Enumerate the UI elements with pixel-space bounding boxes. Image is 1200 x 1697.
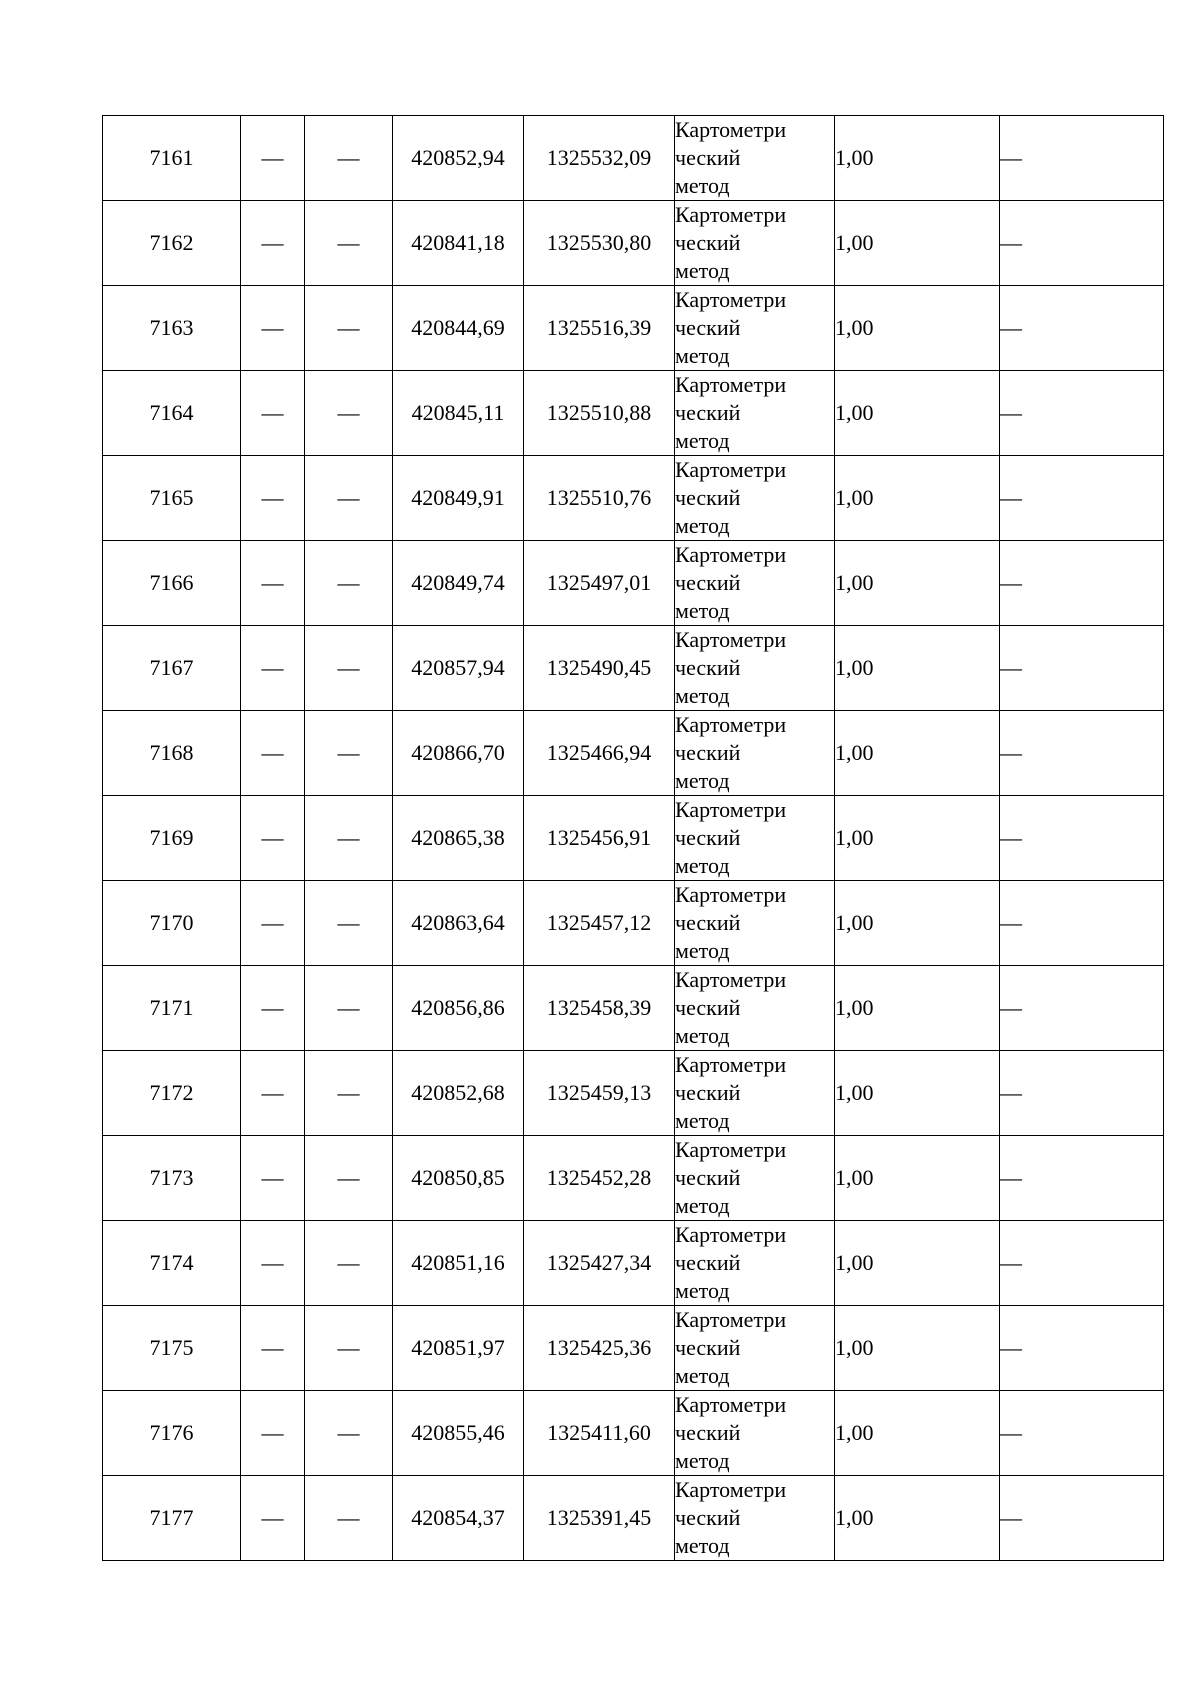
empty-value-text: —: [337, 825, 360, 850]
x-coordinate-cell: [393, 1391, 524, 1476]
precision-cell: [835, 116, 1000, 201]
description-cell: [1000, 1391, 1164, 1476]
x-coordinate-cell: [393, 456, 524, 541]
point-number-text: 7167: [149, 655, 194, 680]
y-coordinate-text: 1325530,80: [546, 230, 652, 255]
point-number-text: 7168: [149, 740, 194, 765]
empty-value-cell: [241, 626, 305, 711]
empty-value-text: —: [261, 995, 284, 1020]
table-row: [103, 881, 1164, 966]
description-text: —: [1000, 1505, 1022, 1530]
table-row: [103, 1476, 1164, 1561]
description-cell: [1000, 881, 1164, 966]
empty-value-text: —: [337, 1080, 360, 1105]
precision-text: 1,00: [835, 400, 874, 425]
method-cell: [675, 541, 835, 626]
description-cell: [1000, 541, 1164, 626]
empty-value-cell: [305, 881, 393, 966]
x-coordinate-cell: [393, 796, 524, 881]
method-text: Картометри ческий метод: [675, 1222, 787, 1303]
y-coordinate-cell: [524, 881, 675, 966]
point-number-text: 7174: [149, 1250, 194, 1275]
point-number-text: 7175: [149, 1335, 194, 1360]
precision-text: 1,00: [835, 825, 874, 850]
point-number-text: 7169: [149, 825, 194, 850]
x-coordinate-text: 420851,16: [411, 1250, 505, 1275]
point-number-text: 7170: [149, 910, 194, 935]
description-text: —: [1000, 315, 1022, 340]
description-cell: [1000, 1221, 1164, 1306]
precision-text: 1,00: [835, 910, 874, 935]
description-cell: [1000, 796, 1164, 881]
method-cell: [675, 1306, 835, 1391]
point-number-cell: [103, 796, 241, 881]
x-coordinate-text: 420863,64: [411, 910, 505, 935]
method-cell: [675, 286, 835, 371]
method-text: Картометри ческий метод: [675, 797, 787, 878]
table-row: [103, 1306, 1164, 1391]
x-coordinate-cell: [393, 1136, 524, 1221]
point-number-text: 7161: [149, 145, 194, 170]
empty-value-cell: [305, 456, 393, 541]
precision-text: 1,00: [835, 1335, 874, 1360]
y-coordinate-cell: [524, 796, 675, 881]
table-row: [103, 456, 1164, 541]
empty-value-text: —: [337, 230, 360, 255]
x-coordinate-cell: [393, 711, 524, 796]
precision-cell: [835, 371, 1000, 456]
empty-value-cell: [305, 796, 393, 881]
point-number-text: 7166: [149, 570, 194, 595]
description-text: —: [1000, 825, 1022, 850]
point-number-cell: [103, 456, 241, 541]
method-text: Картометри ческий метод: [675, 117, 787, 198]
table-row: [103, 626, 1164, 711]
method-text: Картометри ческий метод: [675, 627, 787, 708]
empty-value-text: —: [261, 825, 284, 850]
method-cell: [675, 626, 835, 711]
description-text: —: [1000, 230, 1022, 255]
description-cell: [1000, 286, 1164, 371]
method-text: Картометри ческий метод: [675, 542, 787, 623]
y-coordinate-cell: [524, 371, 675, 456]
method-text: Картометри ческий метод: [675, 1392, 787, 1473]
method-cell: [675, 1136, 835, 1221]
y-coordinate-cell: [524, 1476, 675, 1561]
empty-value-cell: [305, 711, 393, 796]
x-coordinate-cell: [393, 1476, 524, 1561]
x-coordinate-text: 420855,46: [411, 1420, 505, 1445]
precision-cell: [835, 881, 1000, 966]
y-coordinate-text: 1325516,39: [546, 315, 652, 340]
x-coordinate-text: 420857,94: [411, 655, 505, 680]
empty-value-cell: [241, 541, 305, 626]
y-coordinate-cell: [524, 1136, 675, 1221]
y-coordinate-text: 1325452,28: [546, 1165, 652, 1190]
y-coordinate-cell: [524, 626, 675, 711]
table-row: [103, 286, 1164, 371]
point-number-cell: [103, 881, 241, 966]
method-text: Картометри ческий метод: [675, 882, 787, 963]
empty-value-cell: [305, 966, 393, 1051]
empty-value-cell: [241, 966, 305, 1051]
method-text: Картометри ческий метод: [675, 1307, 787, 1388]
point-number-text: 7171: [149, 995, 194, 1020]
x-coordinate-cell: [393, 201, 524, 286]
y-coordinate-text: 1325427,34: [546, 1250, 652, 1275]
method-text: Картометри ческий метод: [675, 457, 787, 538]
point-number-text: 7172: [149, 1080, 194, 1105]
precision-text: 1,00: [835, 995, 874, 1020]
point-number-text: 7173: [149, 1165, 194, 1190]
y-coordinate-text: 1325391,45: [546, 1505, 652, 1530]
empty-value-cell: [241, 201, 305, 286]
y-coordinate-text: 1325457,12: [546, 910, 652, 935]
precision-cell: [835, 1476, 1000, 1561]
precision-cell: [835, 1051, 1000, 1136]
x-coordinate-text: 420851,97: [411, 1335, 505, 1360]
empty-value-text: —: [261, 1165, 284, 1190]
coordinates-table: [102, 115, 1164, 1561]
point-number-cell: [103, 1221, 241, 1306]
method-cell: [675, 1391, 835, 1476]
description-text: —: [1000, 145, 1022, 170]
method-cell: [675, 796, 835, 881]
description-text: —: [1000, 1080, 1022, 1105]
point-number-cell: [103, 1051, 241, 1136]
precision-text: 1,00: [835, 570, 874, 595]
empty-value-cell: [305, 1306, 393, 1391]
description-cell: [1000, 1306, 1164, 1391]
description-text: —: [1000, 655, 1022, 680]
description-cell: [1000, 1476, 1164, 1561]
precision-text: 1,00: [835, 230, 874, 255]
y-coordinate-text: 1325466,94: [546, 740, 652, 765]
precision-text: 1,00: [835, 1165, 874, 1190]
empty-value-cell: [305, 1051, 393, 1136]
point-number-text: 7163: [149, 315, 194, 340]
empty-value-text: —: [337, 1505, 360, 1530]
table-row: [103, 966, 1164, 1051]
precision-text: 1,00: [835, 1505, 874, 1530]
point-number-cell: [103, 371, 241, 456]
precision-cell: [835, 1221, 1000, 1306]
empty-value-text: —: [261, 230, 284, 255]
x-coordinate-text: 420866,70: [411, 740, 505, 765]
method-text: Картометри ческий метод: [675, 1052, 787, 1133]
y-coordinate-cell: [524, 966, 675, 1051]
empty-value-cell: [305, 626, 393, 711]
description-cell: [1000, 456, 1164, 541]
description-text: —: [1000, 570, 1022, 595]
empty-value-text: —: [337, 910, 360, 935]
empty-value-cell: [241, 1391, 305, 1476]
empty-value-text: —: [261, 485, 284, 510]
point-number-cell: [103, 1391, 241, 1476]
precision-cell: [835, 966, 1000, 1051]
y-coordinate-cell: [524, 711, 675, 796]
precision-cell: [835, 1391, 1000, 1476]
description-cell: [1000, 201, 1164, 286]
empty-value-text: —: [337, 655, 360, 680]
x-coordinate-text: 420845,11: [411, 400, 505, 425]
empty-value-cell: [305, 201, 393, 286]
description-text: —: [1000, 1165, 1022, 1190]
point-number-cell: [103, 116, 241, 201]
point-number-cell: [103, 711, 241, 796]
y-coordinate-text: 1325510,76: [546, 485, 652, 510]
method-cell: [675, 201, 835, 286]
method-text: Картометри ческий метод: [675, 287, 787, 368]
y-coordinate-cell: [524, 1221, 675, 1306]
description-text: —: [1000, 400, 1022, 425]
precision-cell: [835, 796, 1000, 881]
description-text: —: [1000, 1420, 1022, 1445]
empty-value-cell: [241, 1306, 305, 1391]
empty-value-text: —: [337, 1335, 360, 1360]
description-cell: [1000, 1136, 1164, 1221]
empty-value-text: —: [337, 995, 360, 1020]
description-text: —: [1000, 485, 1022, 510]
x-coordinate-text: 420854,37: [411, 1505, 505, 1530]
x-coordinate-cell: [393, 371, 524, 456]
method-text: Картометри ческий метод: [675, 202, 787, 283]
y-coordinate-cell: [524, 541, 675, 626]
method-cell: [675, 371, 835, 456]
empty-value-cell: [305, 1136, 393, 1221]
method-text: Картометри ческий метод: [675, 1477, 787, 1558]
empty-value-cell: [241, 881, 305, 966]
y-coordinate-text: 1325425,36: [546, 1335, 652, 1360]
y-coordinate-text: 1325411,60: [547, 1420, 651, 1445]
description-cell: [1000, 966, 1164, 1051]
precision-cell: [835, 541, 1000, 626]
method-cell: [675, 966, 835, 1051]
table-row: [103, 201, 1164, 286]
precision-text: 1,00: [835, 485, 874, 510]
description-cell: [1000, 711, 1164, 796]
y-coordinate-text: 1325458,39: [546, 995, 652, 1020]
method-cell: [675, 1221, 835, 1306]
description-cell: [1000, 626, 1164, 711]
method-cell: [675, 881, 835, 966]
table-body: [103, 116, 1164, 1561]
description-cell: [1000, 1051, 1164, 1136]
y-coordinate-cell: [524, 1306, 675, 1391]
precision-cell: [835, 456, 1000, 541]
empty-value-cell: [305, 371, 393, 456]
y-coordinate-cell: [524, 456, 675, 541]
empty-value-cell: [241, 1476, 305, 1561]
point-number-text: 7177: [149, 1505, 194, 1530]
empty-value-cell: [305, 1476, 393, 1561]
table-row: [103, 541, 1164, 626]
x-coordinate-cell: [393, 881, 524, 966]
x-coordinate-text: 420850,85: [411, 1165, 505, 1190]
empty-value-cell: [241, 116, 305, 201]
empty-value-text: —: [337, 315, 360, 340]
method-cell: [675, 116, 835, 201]
x-coordinate-text: 420844,69: [411, 315, 505, 340]
x-coordinate-text: 420852,68: [411, 1080, 505, 1105]
precision-cell: [835, 711, 1000, 796]
empty-value-text: —: [261, 740, 284, 765]
y-coordinate-cell: [524, 116, 675, 201]
point-number-text: 7176: [149, 1420, 194, 1445]
empty-value-text: —: [261, 910, 284, 935]
table-row: [103, 371, 1164, 456]
empty-value-cell: [305, 1391, 393, 1476]
table-row: [103, 1051, 1164, 1136]
table-row: [103, 711, 1164, 796]
empty-value-text: —: [337, 570, 360, 595]
description-text: —: [1000, 1335, 1022, 1360]
method-cell: [675, 1051, 835, 1136]
description-text: —: [1000, 910, 1022, 935]
precision-cell: [835, 626, 1000, 711]
table-row: [103, 116, 1164, 201]
x-coordinate-cell: [393, 1306, 524, 1391]
empty-value-cell: [305, 1221, 393, 1306]
y-coordinate-cell: [524, 1051, 675, 1136]
precision-cell: [835, 286, 1000, 371]
method-text: Картометри ческий метод: [675, 967, 787, 1048]
empty-value-text: —: [261, 1250, 284, 1275]
empty-value-text: —: [337, 400, 360, 425]
x-coordinate-cell: [393, 116, 524, 201]
empty-value-cell: [241, 1051, 305, 1136]
x-coordinate-text: 420852,94: [411, 145, 505, 170]
precision-text: 1,00: [835, 1420, 874, 1445]
empty-value-text: —: [261, 1080, 284, 1105]
precision-cell: [835, 1136, 1000, 1221]
method-text: Картометри ческий метод: [675, 372, 787, 453]
y-coordinate-text: 1325456,91: [546, 825, 652, 850]
empty-value-text: —: [337, 1420, 360, 1445]
y-coordinate-text: 1325532,09: [546, 145, 652, 170]
table-row: [103, 796, 1164, 881]
empty-value-text: —: [261, 655, 284, 680]
empty-value-text: —: [261, 570, 284, 595]
empty-value-text: —: [337, 740, 360, 765]
empty-value-text: —: [261, 1335, 284, 1360]
point-number-cell: [103, 966, 241, 1051]
y-coordinate-text: 1325510,88: [546, 400, 652, 425]
empty-value-cell: [241, 796, 305, 881]
method-text: Картометри ческий метод: [675, 1137, 787, 1218]
x-coordinate-cell: [393, 286, 524, 371]
empty-value-text: —: [337, 145, 360, 170]
method-cell: [675, 456, 835, 541]
empty-value-cell: [241, 456, 305, 541]
empty-value-text: —: [261, 1505, 284, 1530]
precision-cell: [835, 1306, 1000, 1391]
precision-text: 1,00: [835, 315, 874, 340]
x-coordinate-cell: [393, 1221, 524, 1306]
empty-value-cell: [241, 286, 305, 371]
description-text: —: [1000, 740, 1022, 765]
point-number-text: 7162: [149, 230, 194, 255]
empty-value-text: —: [337, 1165, 360, 1190]
point-number-text: 7165: [149, 485, 194, 510]
point-number-cell: [103, 541, 241, 626]
empty-value-cell: [241, 1221, 305, 1306]
point-number-cell: [103, 1136, 241, 1221]
precision-text: 1,00: [835, 145, 874, 170]
empty-value-text: —: [261, 145, 284, 170]
y-coordinate-text: 1325497,01: [546, 570, 652, 595]
y-coordinate-cell: [524, 1391, 675, 1476]
empty-value-cell: [241, 1136, 305, 1221]
table-row: [103, 1391, 1164, 1476]
y-coordinate-text: 1325459,13: [546, 1080, 652, 1105]
method-text: Картометри ческий метод: [675, 712, 787, 793]
x-coordinate-text: 420856,86: [411, 995, 505, 1020]
x-coordinate-cell: [393, 966, 524, 1051]
x-coordinate-text: 420841,18: [411, 230, 505, 255]
description-text: —: [1000, 995, 1022, 1020]
precision-text: 1,00: [835, 1250, 874, 1275]
x-coordinate-text: 420849,74: [411, 570, 505, 595]
x-coordinate-cell: [393, 541, 524, 626]
table-row: [103, 1136, 1164, 1221]
x-coordinate-cell: [393, 1051, 524, 1136]
x-coordinate-text: 420849,91: [411, 485, 505, 510]
point-number-cell: [103, 286, 241, 371]
table-row: [103, 1221, 1164, 1306]
description-cell: [1000, 116, 1164, 201]
description-cell: [1000, 371, 1164, 456]
y-coordinate-text: 1325490,45: [546, 655, 652, 680]
y-coordinate-cell: [524, 201, 675, 286]
empty-value-text: —: [337, 1250, 360, 1275]
point-number-cell: [103, 626, 241, 711]
empty-value-text: —: [261, 1420, 284, 1445]
empty-value-text: —: [261, 400, 284, 425]
y-coordinate-cell: [524, 286, 675, 371]
x-coordinate-text: 420865,38: [411, 825, 505, 850]
point-number-cell: [103, 1306, 241, 1391]
empty-value-cell: [305, 116, 393, 201]
method-cell: [675, 711, 835, 796]
empty-value-cell: [241, 711, 305, 796]
precision-text: 1,00: [835, 1080, 874, 1105]
empty-value-cell: [241, 371, 305, 456]
point-number-cell: [103, 1476, 241, 1561]
empty-value-text: —: [261, 315, 284, 340]
precision-text: 1,00: [835, 655, 874, 680]
point-number-cell: [103, 201, 241, 286]
method-cell: [675, 1476, 835, 1561]
precision-cell: [835, 201, 1000, 286]
empty-value-cell: [305, 541, 393, 626]
empty-value-cell: [305, 286, 393, 371]
description-text: —: [1000, 1250, 1022, 1275]
empty-value-text: —: [337, 485, 360, 510]
precision-text: 1,00: [835, 740, 874, 765]
x-coordinate-cell: [393, 626, 524, 711]
point-number-text: 7164: [149, 400, 194, 425]
